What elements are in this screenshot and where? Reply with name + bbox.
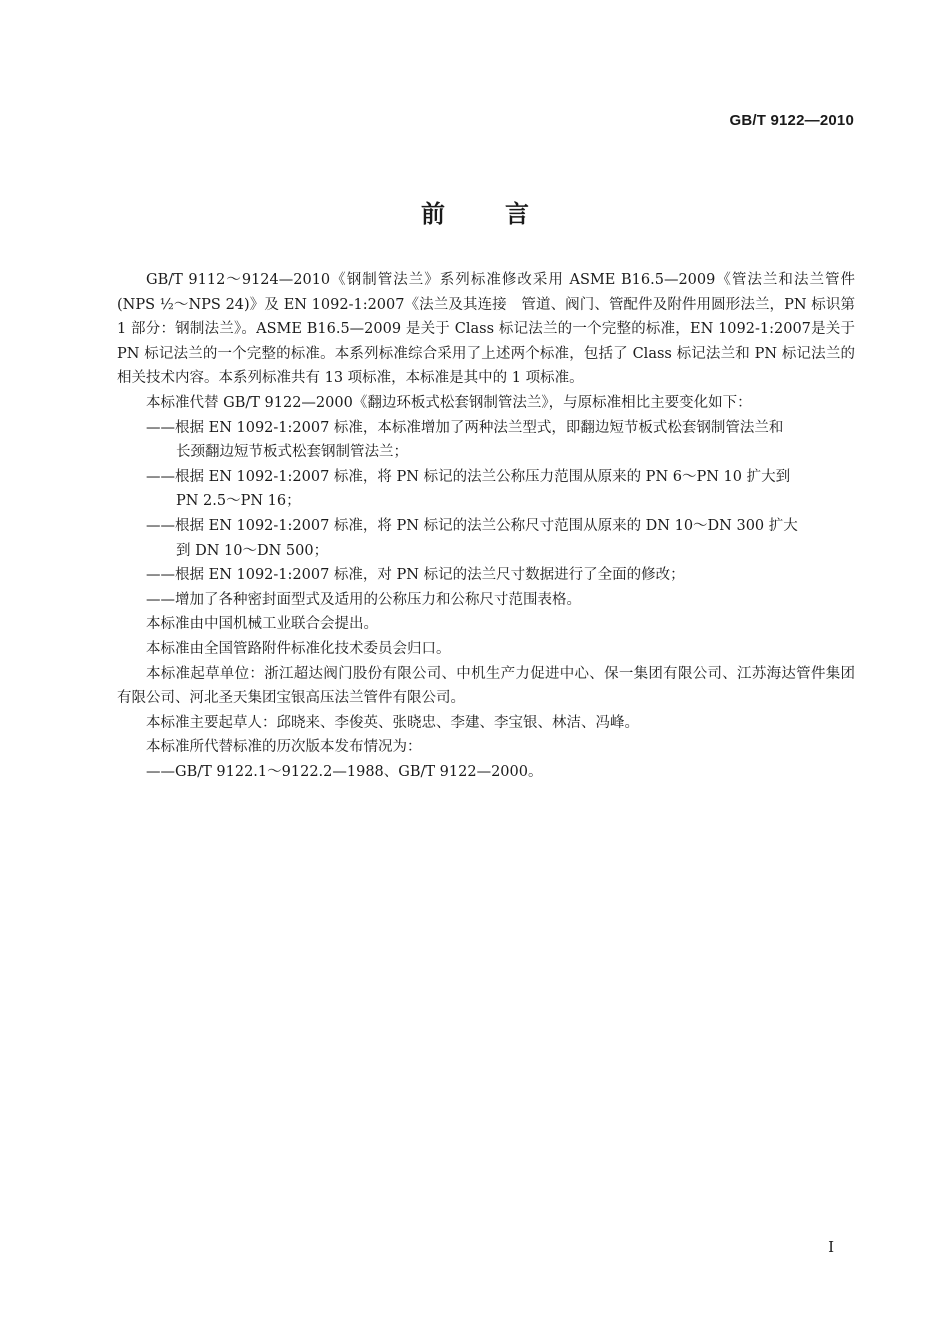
change-item-1: [117, 416, 855, 465]
page-number: I: [828, 1238, 834, 1256]
paragraph-drafters: 本标准主要起草人：邱晓来、李俊英、张晓忠、李建、李宝银、林洁、冯峰。: [146, 714, 639, 731]
change-item-5: [117, 588, 855, 613]
change-item-2-line1: ——根据 EN 1092-1:2007 标准，将 PN 标记的法兰公称压力范围从原来的 PN 6～PN 10 扩大到: [146, 468, 791, 485]
change-item-3-line1: ——根据 EN 1092-1:2007 标准，将 PN 标记的法兰公称尺寸范围从原来的 DN 10～DN 300 扩大: [146, 517, 798, 534]
paragraph-drafting-units: 本标准起草单位：浙江超达阀门股份有限公司、中机生产力促进中心、保一集团有限公司、江苏海达管件集团有限公司、河北圣天集团宝银高压法兰管件有限公司。: [117, 665, 855, 707]
paragraph-previous-editions: 本标准所代替标准的历次版本发布情况为：: [146, 739, 422, 756]
paragraph-proposed-by: 本标准由中国机械工业联合会提出。: [146, 616, 378, 633]
title-char-1: 前: [421, 200, 445, 228]
paragraph-under-jurisdiction: 本标准由全国管路附件标准化技术委员会归口。: [146, 640, 451, 657]
change-item-4-line1: ——根据 EN 1092-1:2007 标准，对 PN 标记的法兰尺寸数据进行了全面的修改；: [146, 567, 685, 584]
change-item-1-line2: 长颈翻边短节板式松套钢制管法兰；: [176, 444, 408, 461]
change-item-2-line2: PN 2.5～PN 16；: [176, 493, 301, 510]
change-item-1-line1: ——根据 EN 1092-1:2007 标准，本标准增加了两种法兰型式，即翻边短节板式松套钢制管法兰和: [146, 419, 784, 436]
paragraph-replaces: 本标准代替 GB/T 9122—2000《翻边环板式松套钢制管法兰》，与原标准相比主要变化如下：: [146, 394, 752, 411]
change-item-2: [117, 465, 855, 514]
change-item-3: [117, 514, 855, 563]
standard-code-header: GB/T 9122—2010: [729, 112, 854, 129]
paragraph-series-intro: GB/T 9112～9124—2010《钢制管法兰》系列标准修改采用 ASME B16.5—2009《管法兰和法兰管件(NPS ½～NPS 24)》及 EN 1092-1:2007《法兰及其连接 管道、阀门、管配件及附件用圆形法兰，PN 标识第 1 部分：钢制法兰》。ASME B16.5—2009 是关于 Class 标记法兰的一个完整的标准，EN 1092-1:2007是关于 PN 标记法兰的一个完整的标准。本系列标准综合采用了上述两个标准，包括了 Class 标记法兰和 PN 标记法兰的相关技术内容。本系列标准共有 13 项标准，本标准是其中的 1 项标准。: [117, 272, 855, 387]
change-item-3-line2: 到 DN 10～DN 500；: [176, 542, 329, 559]
previous-editions-line: ——GB/T 9122.1～9122.2—1988、GB/T 9122—2000。: [146, 763, 543, 780]
foreword-body: [117, 268, 855, 784]
change-item-5-line1: ——增加了各种密封面型式及适用的公称压力和公称尺寸范围表格。: [146, 591, 581, 608]
page-title: [0, 194, 950, 229]
previous-editions-item: [117, 760, 855, 785]
change-item-4: [117, 563, 855, 588]
title-char-2: 言: [505, 200, 529, 228]
